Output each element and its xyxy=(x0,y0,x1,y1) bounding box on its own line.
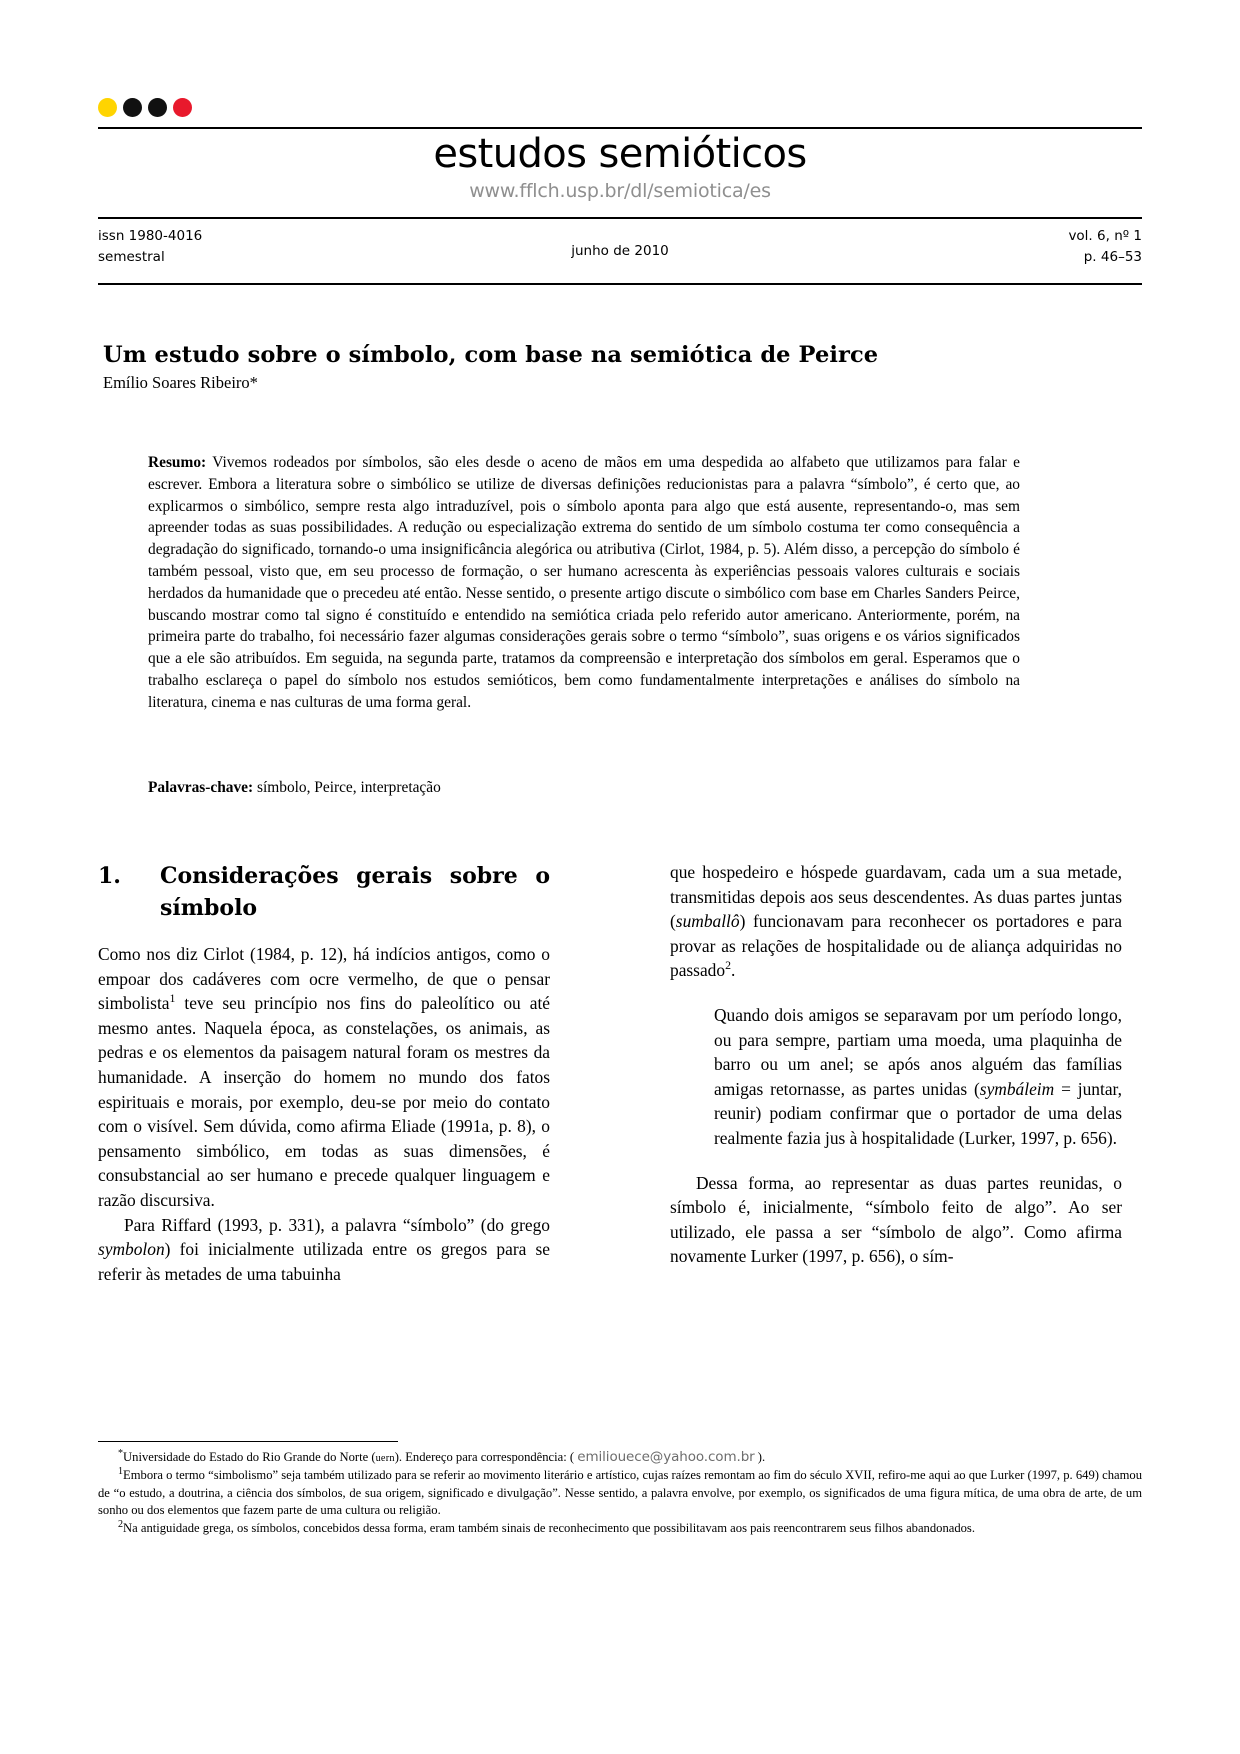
footnote-star xyxy=(98,1449,1142,1467)
paragraph-text-cont: teve seu princípio nos fins do paleolítico ou até mesmo antes. Naquela época, as constelações, os animais, as pedras e os elementos da paisagem natural foram os mestres da humanidade. A inserção do homem no mundo dos fatos espirituais e morais, por exemplo, deu-se por meio do contato com o visível. Sem dúvida, como afirma Eliade (1991a, p. 8), o pensamento simbólico, em todas as suas dimensões, é consubstancial ao ser humano e precede qualquer linguagem e razão discursiva. xyxy=(98,993,550,1210)
footnote-star-mark: * xyxy=(118,1447,124,1459)
issue-info-bar xyxy=(98,226,1142,276)
masthead-dots xyxy=(98,98,192,117)
footnote-star-text: Universidade do Estado do Rio Grande do Norte ( xyxy=(123,1450,376,1464)
footnote-one-text: Embora o termo “simbolismo” seja também utilizado para se referir ao movimento literário e artístico, cujas raízes remontam ao fim do século XVII, refiro-me aqui ao que Lurker (1997, p. 649) chamou de “o estudo, a doutrina, a ciência dos símbolos, de sua origem, significado e divulgação”. Nesse sentido, a palavra envolve, por exemplo, os significados de uma figura mítica, de uma obra de arte, de um sonho ou dos elementos que fazem parte de uma cultura ou religião. xyxy=(98,1468,1142,1518)
masthead-rule-middle xyxy=(98,217,1142,219)
body-column-left xyxy=(98,860,550,1286)
dot-black-1-icon xyxy=(123,98,142,117)
paragraph xyxy=(98,942,550,1213)
issue-volume-pages xyxy=(1068,226,1142,268)
footnote-one xyxy=(98,1467,1142,1519)
volume-text: vol. 6, nº 1 xyxy=(1068,228,1142,244)
paragraph-text: Dessa forma, ao representar as duas partes reunidas, o símbolo é, inicialmente, “símbolo feito de algo”. Ao ser utilizado, ele passa a ser “símbolo de algo”. Como afirma novamente Lurker (1997, p. 656), o sím- xyxy=(670,1172,1122,1267)
masthead-rule-bottom xyxy=(98,283,1142,285)
abstract-label: Resumo: xyxy=(148,454,207,471)
paragraph xyxy=(670,860,1122,983)
dot-yellow-icon xyxy=(98,98,117,117)
keywords-label: Palavras-chave: xyxy=(148,779,254,796)
greek-term-sumballo: sumballô xyxy=(675,911,740,932)
journal-url[interactable]: www.fflch.usp.br/dl/semiotica/es xyxy=(469,180,771,202)
pages-text: p. 46–53 xyxy=(1083,248,1142,265)
footnote-two xyxy=(98,1520,1142,1537)
footnote-one-mark: 1 xyxy=(118,1466,124,1478)
issn-text: issn 1980-4016 xyxy=(98,228,203,244)
quote-paragraph xyxy=(714,1003,1122,1151)
footnote-ref-1[interactable]: 1 xyxy=(169,991,176,1006)
block-quote xyxy=(670,1003,1122,1151)
periodicity-text: semestral xyxy=(98,248,165,265)
paragraph-text: que hospedeiro e hóspede guardavam, cada um a sua metade, transmitidas depois aos seus descendentes. As duas partes juntas ( xyxy=(670,862,1122,932)
greek-term-symbaleim: symbáleim xyxy=(979,1078,1055,1099)
article-author: Emílio Soares Ribeiro* xyxy=(103,373,258,392)
paragraph-text-cont: ) foi inicialmente utilizada entre os gregos para se referir às metades de uma tabuinha xyxy=(98,1239,550,1284)
author-email-link[interactable]: emiliouece@yahoo.com.br xyxy=(577,1449,755,1465)
masthead-rule-top xyxy=(98,127,1142,129)
section-title: Considerações gerais sobre o símbolo xyxy=(160,863,550,921)
body-column-right xyxy=(670,860,1122,1269)
section-heading xyxy=(98,860,550,924)
footnote-ref-2[interactable]: 2 xyxy=(725,958,731,973)
article-title: Um estudo sobre o símbolo, com base na semiótica de Peirce xyxy=(103,342,879,369)
section-number: 1. xyxy=(98,863,121,889)
greek-term-symbolon: symbolon xyxy=(98,1239,165,1260)
body-columns xyxy=(98,860,1142,1284)
keywords-text: símbolo, Peirce, interpretação xyxy=(257,779,441,796)
footnote-institution: uern xyxy=(375,1453,395,1464)
paragraph-text-end: . xyxy=(730,960,736,981)
quote-text: Quando dois amigos se separavam por um período longo, ou para sempre, partiam uma moeda, uma plaquinha de barro ou um anel; se após anos alguém das famílias amigas retornasse, as partes unidas ( xyxy=(714,1004,1122,1099)
dot-black-2-icon xyxy=(148,98,167,117)
keywords-block xyxy=(148,777,1020,799)
journal-title: estudos semióticos xyxy=(433,131,807,177)
paragraph xyxy=(670,1171,1122,1269)
paragraph xyxy=(98,1213,550,1287)
abstract-text: Vivemos rodeados por símbolos, são eles desde o aceno de mãos em uma despedida ao alfabeto que utilizamos para falar e escrever. Embora a literatura sobre o simbólico se utilize de diversas definições reducionistas para a palavra “símbolo”, é certo que, ao explicarmos o simbólico, sempre resta algo intraduzível, pois o símbolo aponta para algo que está ausente, representando-o, mas sem apreender todas as suas possibilidades. A redução ou especialização extrema do sentido de um símbolo costuma ter como consequência a degradação do significado, tornando-o uma insignificância alegórica ou atributiva (Cirlot, 1984, p. 5). Além disso, a percepção do símbolo é também pessoal, visto que, em seu processo de formação, o ser humano acrescenta às experiências pessoais valores culturais e sociais herdados da humanidade que o precedeu até então. Nesse sentido, o presente artigo discute o simbólico com base em Charles Sanders Peirce, buscando mostrar como tal signo é constituído e entendido na semiótica criada pelo referido autor americano. Anteriormente, porém, na primeira parte do trabalho, foi necessário fazer algumas considerações gerais sobre o termo “símbolo”, suas origens e os vários significados que a ele são atribuídos. Em seguida, na segunda parte, tratamos da compreensão e interpretação dos símbolos em geral. Esperamos que o trabalho esclareça o papel do símbolo nos estudos semióticos, bem como fundamentalmente interpretações e análises do símbolo na literatura, cinema e nas culturas de uma forma geral. xyxy=(148,454,1020,711)
issue-date: junho de 2010 xyxy=(571,243,669,259)
paragraph-text-cont: ) funcionavam para reconhecer os portadores e para provar as relações de hospitalidade ou de aliança adquiridas no passado xyxy=(670,911,1122,981)
footnote-separator xyxy=(98,1441,398,1442)
footnote-two-text: Na antiguidade grega, os símbolos, concebidos dessa forma, eram também sinais de reconhecimento que possibilitavam aos pais reencontrarem seus filhos abandonados. xyxy=(123,1520,975,1535)
paragraph-text: Como nos diz Cirlot (1984, p. 12), há indícios antigos, como o empoar dos cadáveres com ocre vermelho, de que o pensar simbolista xyxy=(98,944,550,1014)
footnotes-block xyxy=(98,1449,1142,1537)
abstract-block xyxy=(148,452,1020,714)
dot-red-icon xyxy=(173,98,192,117)
quote-text-cont: = juntar, reunir) podiam confirmar que o portador de uma delas realmente fazia jus à hospitalidade (Lurker, 1997, p. 656). xyxy=(714,1078,1122,1148)
footnote-two-mark: 2 xyxy=(118,1518,124,1530)
footnote-star-text-b: ). Endereço para correspondência: ( xyxy=(394,1450,578,1464)
footnote-star-text-c: ). xyxy=(754,1450,766,1464)
paragraph-text: Para Riffard (1993, p. 331), a palavra “símbolo” (do grego xyxy=(124,1214,550,1235)
